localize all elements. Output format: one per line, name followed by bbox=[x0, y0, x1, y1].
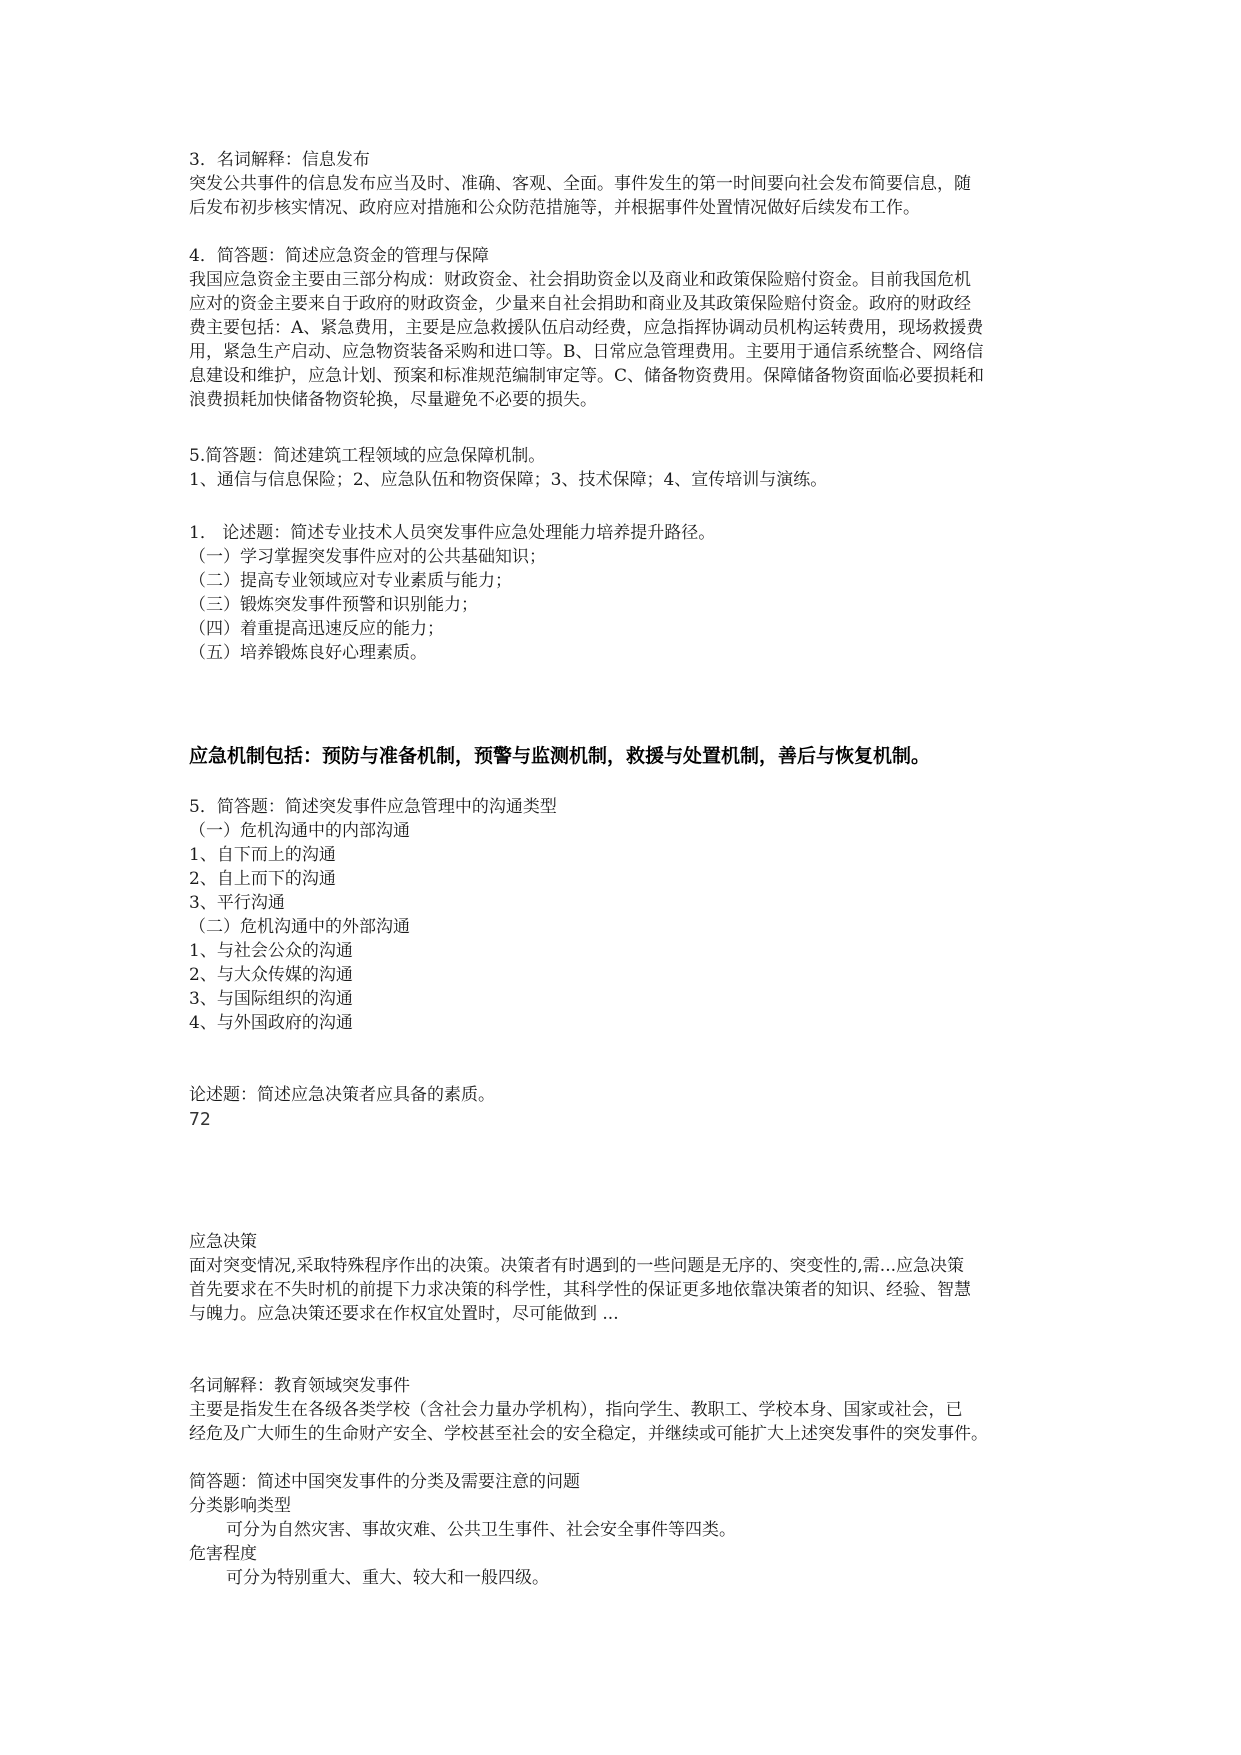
paragraph-line: 经危及广大师生的生命财产安全、学校甚至社会的安全稳定，并继续或可能扩大上述突发事件的突发事件。 bbox=[189, 1424, 988, 1444]
indented-text: 可分为特别重大、重大、较大和一般四级。 bbox=[226, 1568, 549, 1588]
list-item: 3、平行沟通 bbox=[189, 893, 285, 913]
paragraph-line: 息建设和维护，应急计划、预案和标准规范编制审定等。C、储备物资费用。保障储备物资面临必要损耗和 bbox=[189, 366, 985, 386]
section-title-emergency-funds: 4．简答题：简述应急资金的管理与保障 bbox=[189, 246, 489, 266]
list-item: （四）着重提高迅速反应的能力； bbox=[189, 619, 444, 639]
paragraph-line: 面对突变情况,采取特殊程序作出的决策。决策者有时遇到的一些问题是无序的、突变性的,需...应急决策 bbox=[189, 1256, 965, 1276]
list-item: 2、与大众传媒的沟通 bbox=[189, 965, 353, 985]
paragraph-line: 突发公共事件的信息发布应当及时、准确、客观、全面。事件发生的第一时间要向社会发布简要信息，随 bbox=[189, 174, 971, 194]
list-item: 1、自下而上的沟通 bbox=[189, 845, 336, 865]
section-title-communication-types: 5．简答题：简述突发事件应急管理中的沟通类型 bbox=[189, 797, 557, 817]
page-number: 72 bbox=[189, 1109, 211, 1130]
sub-label-type: 分类影响类型 bbox=[189, 1496, 291, 1516]
list-item: （二）提高专业领域应对专业素质与能力； bbox=[189, 571, 512, 591]
list-item: 2、自上而下的沟通 bbox=[189, 869, 336, 889]
paragraph-line: 费主要包括：A、紧急费用，主要是应急救援队伍启动经费，应急指挥协调动员机构运转费用，现场救援费 bbox=[189, 318, 984, 338]
paragraph-line: 首先要求在不失时机的前提下力求决策的科学性，其科学性的保证更多地依靠决策者的知识、经验、智慧 bbox=[189, 1280, 971, 1300]
paragraph-line: 1、通信与信息保险；2、应急队伍和物资保障；3、技术保障；4、宣传培训与演练。 bbox=[189, 470, 828, 490]
paragraph-line: 用，紧急生产启动、应急物资装备采购和进口等。B、日常应急管理费用。主要用于通信系统整合、网络信 bbox=[189, 342, 984, 362]
paragraph-line: 应对的资金主要来自于政府的财政资金，少量来自社会捐助和商业及其政策保险赔付资金。政府的财政经 bbox=[189, 294, 971, 314]
bold-heading-emergency-mechanism: 应急机制包括：预防与准备机制，预警与监测机制，救援与处置机制，善后与恢复机制。 bbox=[189, 745, 931, 767]
section-title-emergency-decision: 应急决策 bbox=[189, 1232, 257, 1252]
section-title-classification: 简答题：简述中国突发事件的分类及需要注意的问题 bbox=[189, 1472, 580, 1492]
list-item: 1、与社会公众的沟通 bbox=[189, 941, 353, 961]
sub-label-severity: 危害程度 bbox=[189, 1544, 257, 1564]
indented-text: 可分为自然灾害、事故灾难、公共卫生事件、社会安全事件等四类。 bbox=[226, 1520, 736, 1540]
section-title-education-emergency: 名词解释：教育领域突发事件 bbox=[189, 1376, 410, 1396]
paragraph-line: 主要是指发生在各级各类学校（含社会力量办学机构），指向学生、教职工、学校本身、国家或社会，已 bbox=[189, 1400, 963, 1420]
list-item: （三）锻炼突发事件预警和识别能力； bbox=[189, 595, 478, 615]
list-item: （五）培养锻炼良好心理素质。 bbox=[189, 643, 427, 663]
list-item: （一）学习掌握突发事件应对的公共基础知识； bbox=[189, 547, 546, 567]
paragraph-line: 我国应急资金主要由三部分构成：财政资金、社会捐助资金以及商业和政策保险赔付资金。目前我国危机 bbox=[189, 270, 971, 290]
list-item: 3、与国际组织的沟通 bbox=[189, 989, 353, 1009]
list-item: 4、与外国政府的沟通 bbox=[189, 1013, 353, 1033]
list-item: （一）危机沟通中的内部沟通 bbox=[189, 821, 410, 841]
section-title-capability-path: 1． 论述题：简述专业技术人员突发事件应急处理能力培养提升路径。 bbox=[189, 523, 716, 543]
section-title-construction-guarantee: 5.简答题：简述建筑工程领域的应急保障机制。 bbox=[189, 446, 546, 466]
paragraph-line: 浪费损耗加快储备物资轮换，尽量避免不必要的损失。 bbox=[189, 390, 597, 410]
list-item: （二）危机沟通中的外部沟通 bbox=[189, 917, 410, 937]
paragraph-line: 后发布初步核实情况、政府应对措施和公众防范措施等，并根据事件处置情况做好后续发布工作。 bbox=[189, 198, 920, 218]
section-title-decision-maker-qualities: 论述题：简述应急决策者应具备的素质。 bbox=[189, 1085, 495, 1105]
section-title-info-release: 3．名词解释：信息发布 bbox=[189, 150, 370, 170]
paragraph-line: 与魄力。应急决策还要求在作权宜处置时，尽可能做到 ... bbox=[189, 1304, 619, 1324]
